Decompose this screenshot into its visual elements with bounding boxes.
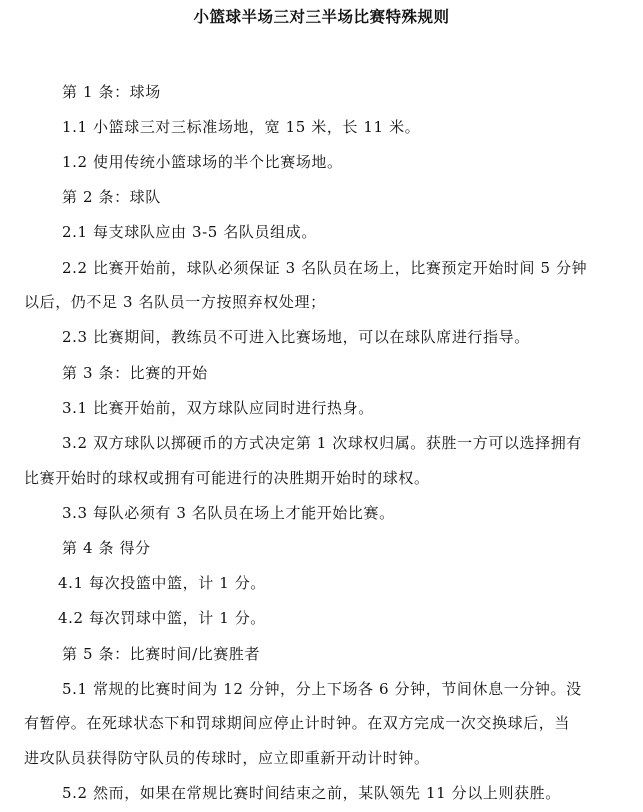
- article-2-heading: 第 2 条：球队: [62, 188, 161, 206]
- clause-4-1: 4.1 每次投篮中篮，计 1 分。: [58, 574, 266, 592]
- clause-1-2: 1.2 使用传统小篮球场的半个比赛场地。: [62, 153, 343, 171]
- article-4-heading: 第 4 条 得分: [62, 539, 151, 557]
- clause-2-2: 2.2 比赛开始前，球队必须保证 3 名队员在场上，比赛预定开始时间 5 分钟: [62, 259, 588, 277]
- article-5-heading: 第 5 条：比赛时间/比赛胜者: [62, 645, 261, 663]
- clause-5-1: 5.1 常规的比赛时间为 12 分钟，分上下场各 6 分钟，节间休息一分钟。没: [62, 680, 582, 698]
- clause-5-1-continued-2: 进攻队员获得防守队员的传球时，应立即重新开动计时钟。: [24, 749, 430, 767]
- clause-3-2-continued: 比赛开始时的球权或拥有可能进行的决胜期开始时的球权。: [24, 469, 430, 487]
- clause-3-2: 3.2 双方球队以掷硬币的方式决定第 1 次球权归属。获胜一方可以选择拥有: [62, 434, 582, 452]
- article-3-heading: 第 3 条：比赛的开始: [62, 364, 208, 382]
- clause-4-2: 4.2 每次罚球中篮，计 1 分。: [58, 609, 266, 627]
- article-1-heading: 第 1 条：球场: [62, 83, 161, 101]
- clause-5-1-continued-1: 有暂停。在死球状态下和罚球期间应停止计时钟。在双方完成一次交换球后，当: [24, 714, 571, 732]
- clause-3-1: 3.1 比赛开始前，双方球队应同时进行热身。: [62, 399, 374, 417]
- clause-3-3: 3.3 每队必须有 3 名队员在场上才能开始比赛。: [62, 504, 395, 522]
- clause-2-2-continued: 以后，仍不足 3 名队员一方按照弃权处理；: [24, 293, 326, 311]
- clause-2-3: 2.3 比赛期间，教练员不可进入比赛场地，可以在球队席进行指导。: [62, 328, 530, 346]
- document-title: 小篮球半场三对三半场比赛特殊规则: [193, 7, 450, 26]
- clause-2-1: 2.1 每支球队应由 3-5 名队员组成。: [62, 223, 317, 241]
- clause-5-2: 5.2 然而，如果在常规比赛时间结束之前，某队领先 11 分以上则获胜。: [62, 784, 561, 802]
- clause-1-1: 1.1 小篮球三对三标准场地，宽 15 米，长 11 米。: [62, 118, 421, 136]
